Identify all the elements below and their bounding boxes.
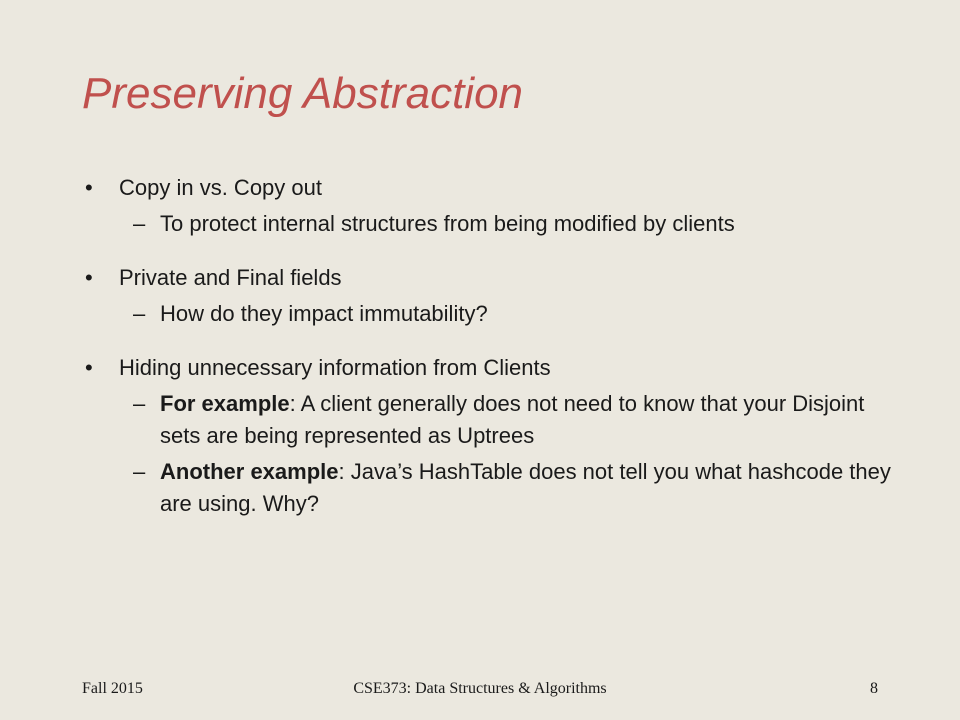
sub-bullet-bold: Another example	[160, 459, 339, 484]
footer-term: Fall 2015	[82, 680, 143, 697]
bullet-text: Private and Final fields	[119, 265, 342, 290]
dash-glyph: –	[133, 459, 146, 484]
slide-content	[82, 172, 902, 524]
bullet-block-1	[82, 172, 902, 240]
dash-glyph: –	[133, 391, 146, 416]
sub-bullet-text: To protect internal structures from being modified by clients	[160, 211, 735, 236]
bullet-text: Hiding unnecessary information from Clients	[119, 355, 551, 380]
footer-slide-number: 8	[870, 680, 878, 697]
dash-glyph: –	[133, 211, 146, 236]
sub-bullet-bold: For example	[160, 391, 290, 416]
bullet-item	[82, 172, 902, 204]
slide-title: Preserving Abstraction	[82, 69, 524, 118]
dash-glyph: –	[133, 301, 146, 326]
sub-bullet-item	[82, 388, 902, 452]
bullet-item	[82, 262, 902, 294]
bullet-glyph: •	[85, 265, 93, 290]
bullet-item	[82, 352, 902, 384]
sub-bullet-item	[82, 298, 902, 330]
bullet-text: Copy in vs. Copy out	[119, 175, 322, 200]
sub-bullet-text: : Java’s HashTable does not tell you what hashcode they are using. Why?	[160, 459, 891, 516]
bullet-block-3	[82, 352, 902, 520]
sub-bullet-text: How do they impact immutability?	[160, 301, 488, 326]
sub-bullet-item	[82, 456, 902, 520]
footer-course: CSE373: Data Structures & Algorithms	[353, 680, 607, 697]
bullet-glyph: •	[85, 355, 93, 380]
sub-bullet-text: : A client generally does not need to know that your Disjoint sets are being represented as Uptrees	[160, 391, 865, 448]
bullet-glyph: •	[85, 175, 93, 200]
bullet-block-2	[82, 262, 902, 330]
sub-bullet-item	[82, 208, 902, 240]
